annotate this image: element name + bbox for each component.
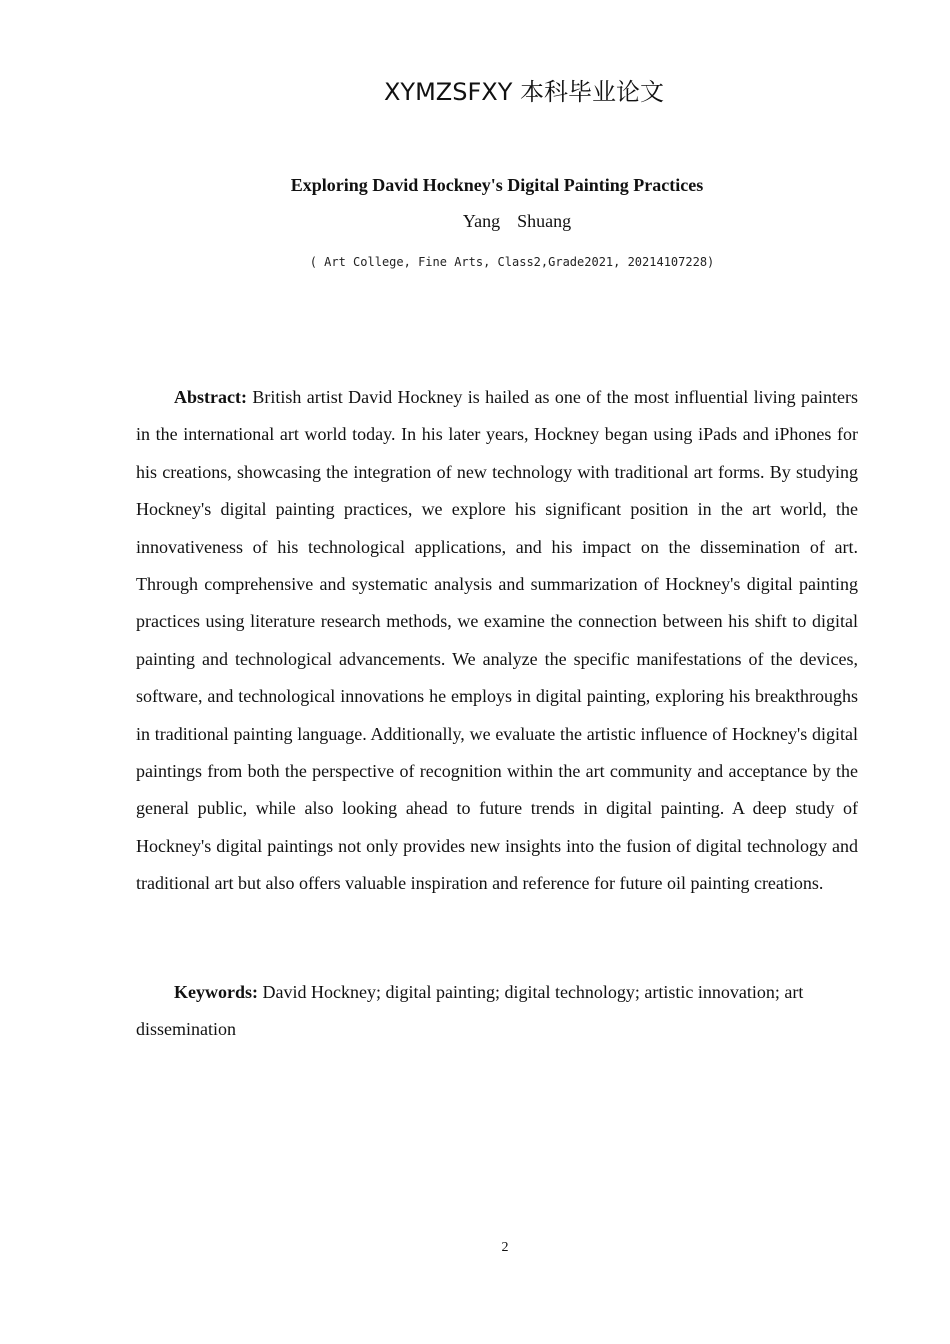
abstract-label: Abstract:	[174, 387, 247, 407]
keywords-text: David Hockney; digital painting; digital technology; artistic innovation; art dissemination	[136, 982, 804, 1039]
page-number: 2	[501, 1240, 509, 1255]
abstract-text: British artist David Hockney is hailed as one of the most influential living painters in the international art world today. In his later years, Hockney began using iPads and iPhones for his creations, showcasing the integration of new technology with traditional art forms. By studying Hockney's digital painting practices, we explore his significant position in the art world, the innovativeness of his technological applications, and his impact on the dissemination of art. Through comprehensive and systematic analysis and summarization of Hockney's digital painting practices using literature research methods, we examine the connection between his shift to digital painting and technological advancements. We analyze the specific manifestations of the devices, software, and technological innovations he employs in digital painting, exploring his breakthroughs in traditional painting language. Additionally, we evaluate the artistic influence of Hockney's digital paintings from both the perspective of recognition within the art community and acceptance by the general public, while also looking ahead to future trends in digital painting. A deep study of Hockney's digital paintings not only provides new insights into the fusion of digital technology and traditional art but also offers valuable inspiration and reference for future oil painting creations.	[136, 387, 859, 894]
keywords-section	[136, 974, 858, 1048]
paper-title: Exploring David Hockney's Digital Painting Practices	[290, 175, 704, 195]
author-affiliation: ( Art College, Fine Arts, Class2,Grade2021, 20214107228)	[309, 255, 715, 269]
document-header-title: XYMZSFXY 本科毕业论文	[383, 78, 665, 106]
abstract-section	[136, 379, 858, 903]
author-name: Yang Shuang	[462, 211, 572, 231]
keywords-label: Keywords:	[174, 982, 258, 1002]
